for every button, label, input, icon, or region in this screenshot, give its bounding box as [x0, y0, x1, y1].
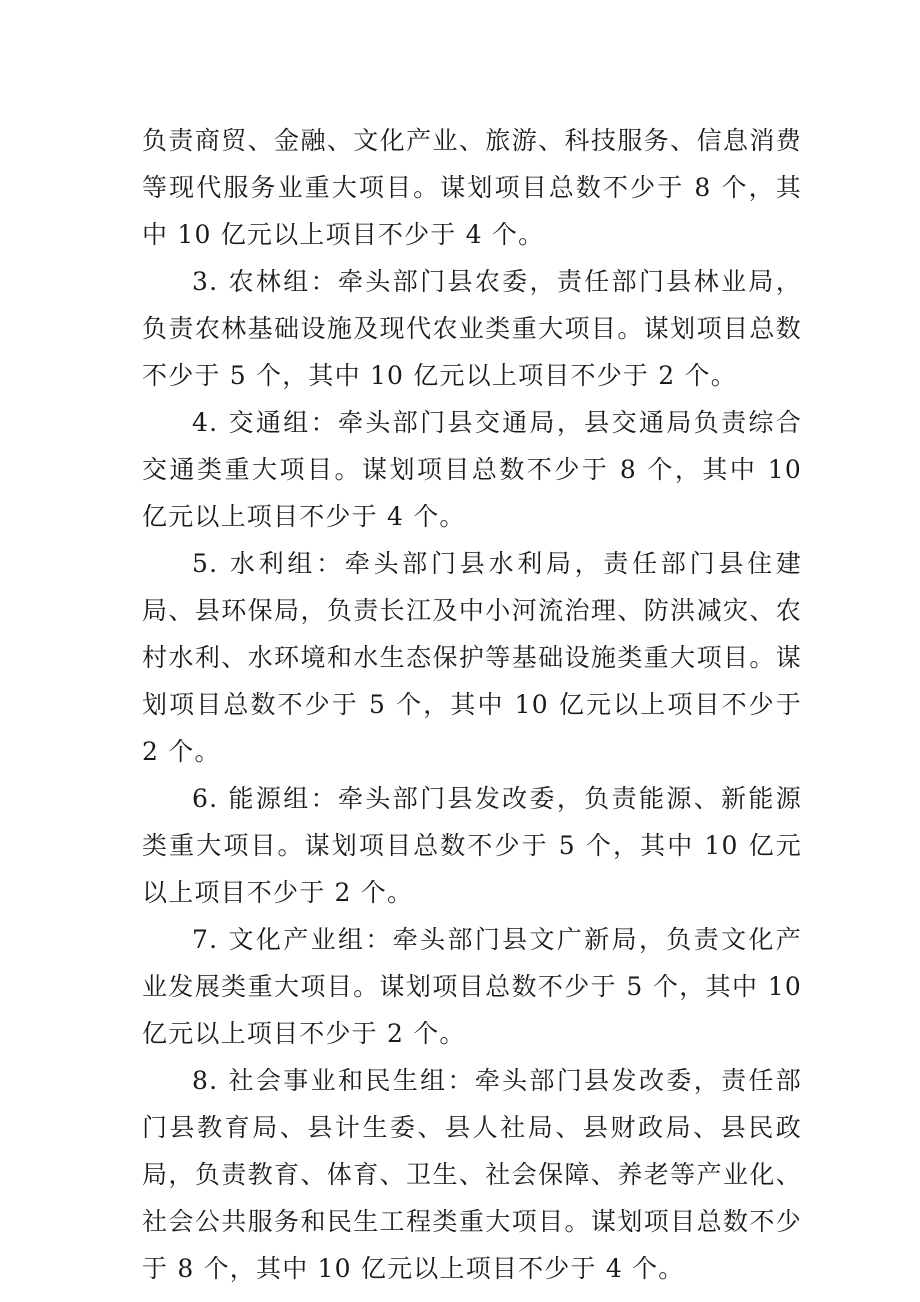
paragraph-social-livelihood-group: 8. 社会事业和民生组：牵头部门县发改委，责任部门县教育局、县计生委、县人社局、县财政局、县民政局，负责教育、体育、卫生、社会保障、养老等产业化、社会公共服务和民生工程类重大项目。谋划项目总数不少于 8 个，其中 10 亿元以上项目不少于 4 个。: [142, 1066, 802, 1283]
paragraph-energy-group: 6. 能源组：牵头部门县发改委，负责能源、新能源类重大项目。谋划项目总数不少于 5 个，其中 10 亿元以上项目不少于 2 个。: [142, 784, 802, 907]
paragraph-water-conservancy-group: 5. 水利组：牵头部门县水利局，责任部门县住建局、县环保局，负责长江及中小河流治理、防洪减灾、农村水利、水环境和水生态保护等基础设施类重大项目。谋划项目总数不少于 5 个，其中 10 亿元以上项目不少于 2 个。: [142, 549, 802, 766]
paragraph-services-continued: 负责商贸、金融、文化产业、旅游、科技服务、信息消费等现代服务业重大项目。谋划项目总数不少于 8 个，其中 10 亿元以上项目不少于 4 个。: [142, 126, 802, 249]
document-body: [142, 117, 802, 1292]
paragraph-cultural-industry-group: 7. 文化产业组：牵头部门县文广新局，负责文化产业发展类重大项目。谋划项目总数不少于 5 个，其中 10 亿元以上项目不少于 2 个。: [142, 925, 802, 1048]
paragraph-agriculture-forestry-group: 3. 农林组：牵头部门县农委，责任部门县林业局，负责农林基础设施及现代农业类重大项目。谋划项目总数不少于 5 个，其中 10 亿元以上项目不少于 2 个。: [142, 267, 802, 390]
paragraph-transport-group: 4. 交通组：牵头部门县交通局，县交通局负责综合交通类重大项目。谋划项目总数不少于 8 个，其中 10 亿元以上项目不少于 4 个。: [142, 408, 802, 531]
